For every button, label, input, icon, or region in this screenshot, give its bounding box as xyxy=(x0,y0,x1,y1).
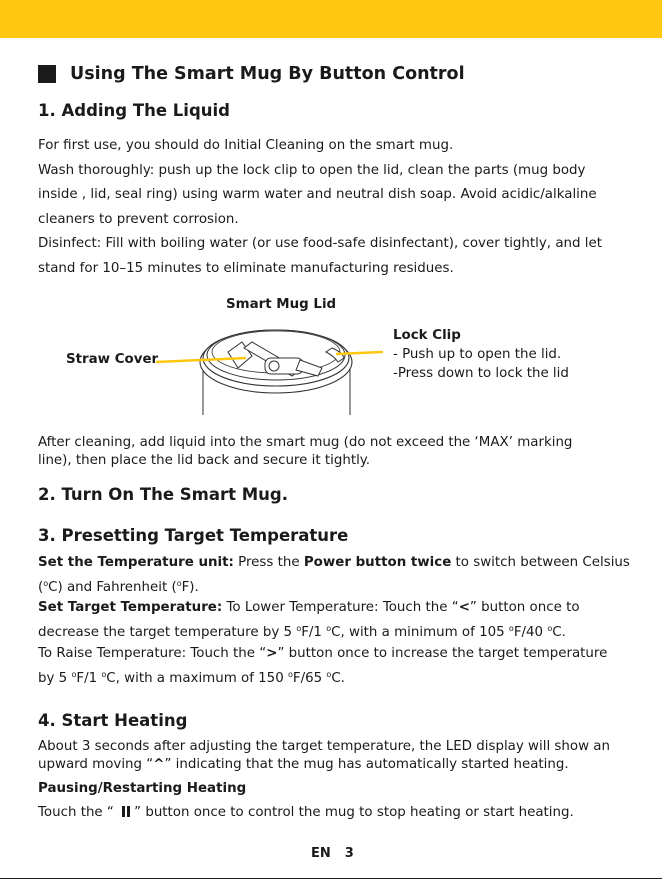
lower-line2: F/40 xyxy=(513,625,548,640)
degree-sup: o xyxy=(101,670,107,679)
raise-text-end: ” button once to increase the target temperature xyxy=(277,646,608,661)
footer-divider xyxy=(0,878,662,879)
section2-heading: 2. Turn On The Smart Mug. xyxy=(38,485,288,504)
header-bar xyxy=(0,0,662,38)
section1-line: cleaners to prevent corrosion. xyxy=(38,211,239,227)
page-title-text: Using The Smart Mug By Button Control xyxy=(70,64,465,84)
up-arrow-icon: ^ xyxy=(153,757,165,772)
degree-sup: o xyxy=(508,624,514,633)
footer-lang: EN xyxy=(311,846,331,861)
degree-sup: o xyxy=(287,670,293,679)
degree-sup: o xyxy=(71,670,77,679)
raise-line2: by 5 xyxy=(38,671,72,686)
lock-clip-callout xyxy=(393,326,569,383)
target-label: Set Target Temperature: xyxy=(38,600,223,615)
start-heating-line1: About 3 seconds after adjusting the target temperature, the LED display will show an xyxy=(38,739,610,754)
unit-label: Set the Temperature unit: xyxy=(38,555,234,570)
unit-line2: ( xyxy=(38,580,44,595)
straw-cover-label: Straw Cover xyxy=(66,352,159,367)
start-heating-line2-end: ” indicating that the mug has automatically started heating. xyxy=(164,757,569,772)
unit-text: Press the xyxy=(233,555,304,570)
page-number: 3 xyxy=(344,846,354,861)
start-heating-text xyxy=(38,738,610,774)
section3-heading: 3. Presetting Target Temperature xyxy=(38,526,349,545)
section1-line: Wash thoroughly: push up the lock clip to open the lid, clean the parts (mug body xyxy=(38,162,586,178)
lower-line2: C, with a minimum of 105 xyxy=(331,625,509,640)
pause-heading: Pausing/Restarting Heating xyxy=(38,781,247,796)
section1-line: For first use, you should do Initial Cleaning on the smart mug. xyxy=(38,138,454,153)
section1-line: Disinfect: Fill with boiling water (or use food-safe disinfectant), cover tightly, and let xyxy=(38,236,602,251)
target-temperature-paragraph xyxy=(38,597,580,643)
page-title xyxy=(38,64,465,84)
after-cleaning-line2: line), then place the lid back and secure it tightly. xyxy=(38,453,371,468)
lower-line2: F/1 xyxy=(301,625,327,640)
raise-line2: C, with a maximum of 150 xyxy=(106,671,288,686)
unit-text-end: to switch between Celsius xyxy=(451,555,630,570)
unit-line2: F). xyxy=(181,580,199,595)
degree-sup: o xyxy=(296,624,302,633)
pause-text-end: ” button once to control the mug to stop heating or start heating. xyxy=(134,805,574,820)
raise-line2: C. xyxy=(331,671,345,686)
lower-button-glyph: < xyxy=(458,600,470,615)
lower-line2: C. xyxy=(552,625,566,640)
lock-clip-label: Lock Clip xyxy=(393,328,461,343)
lower-line2: decrease the target temperature by 5 xyxy=(38,625,297,640)
degree-sup: o xyxy=(326,670,332,679)
unit-line2: C) and Fahrenheit ( xyxy=(48,580,177,595)
raise-temperature-paragraph xyxy=(38,643,607,689)
target-text-end: ” button once to xyxy=(469,600,580,615)
degree-sup: o xyxy=(176,579,182,588)
after-cleaning-line1: After cleaning, add liquid into the smart mug (do not exceed the ‘MAX’ marking xyxy=(38,435,573,450)
raise-line2: F/65 xyxy=(292,671,327,686)
lock-clip-line2: -Press down to lock the lid xyxy=(393,366,569,381)
section1-line: inside , lid, seal ring) using warm water and neutral dish soap. Avoid acidic/alkaline xyxy=(38,187,597,202)
section1-heading: 1. Adding The Liquid xyxy=(38,101,230,120)
pause-text-start: Touch the “ xyxy=(38,805,119,820)
target-text: To Lower Temperature: Touch the “ xyxy=(222,600,459,615)
start-heating-line2: upward moving “ xyxy=(38,757,154,772)
lid-label: Smart Mug Lid xyxy=(226,297,337,312)
section4-heading: 4. Start Heating xyxy=(38,711,188,730)
raise-text: To Raise Temperature: Touch the “ xyxy=(38,646,267,661)
degree-sup: o xyxy=(326,624,332,633)
mug-lid-diagram xyxy=(60,290,620,420)
temperature-unit-paragraph xyxy=(38,552,630,598)
square-bullet-icon xyxy=(38,65,56,83)
raise-button-glyph: > xyxy=(266,646,278,661)
section1-line: stand for 10–15 minutes to eliminate manufacturing residues. xyxy=(38,260,454,276)
degree-sup: o xyxy=(547,624,553,633)
lock-clip-line1: - Push up to open the lid. xyxy=(393,347,562,362)
degree-sup: o xyxy=(43,579,49,588)
pause-icon xyxy=(121,806,131,817)
power-button-instruction: Power button twice xyxy=(303,555,452,570)
pause-text xyxy=(38,801,574,826)
after-cleaning-text xyxy=(38,434,572,470)
raise-line2: F/1 xyxy=(76,671,102,686)
page-footer xyxy=(311,846,354,861)
section1-body xyxy=(38,134,602,281)
